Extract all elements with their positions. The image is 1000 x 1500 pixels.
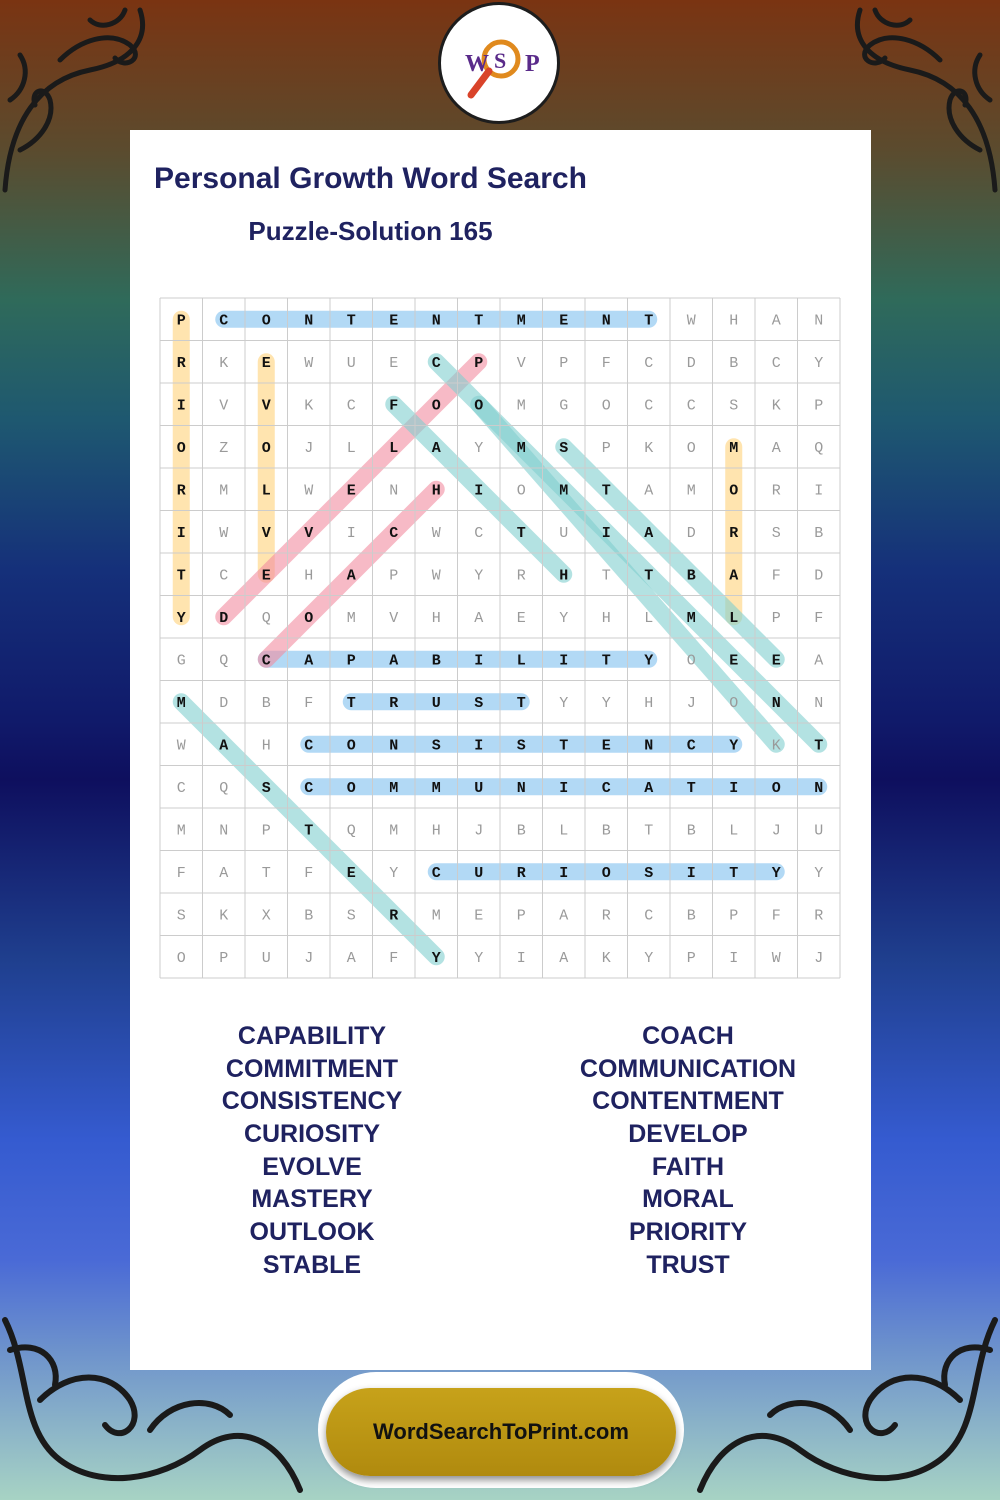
grid-letter: F — [389, 397, 399, 415]
grid-letter: H — [559, 567, 569, 585]
grid-letter: I — [474, 482, 484, 500]
grid-letter: A — [389, 652, 399, 670]
grid-letter: P — [389, 567, 399, 585]
grid-letter: W — [771, 949, 781, 967]
grid-letter: F — [304, 694, 314, 712]
word-list-right — [518, 1020, 858, 1282]
grid-letter: C — [176, 779, 186, 797]
grid-letter: A — [729, 567, 739, 585]
grid-letter: A — [431, 439, 441, 457]
grid-letter: W — [686, 312, 696, 330]
word-list-item: STABLE — [262, 1250, 362, 1279]
grid-letter: A — [771, 439, 781, 457]
grid-letter: G — [559, 397, 569, 415]
grid-letter: M — [516, 312, 526, 330]
grid-letter: E — [261, 354, 271, 372]
grid-letter: Y — [644, 949, 654, 967]
grid-letter: O — [304, 609, 314, 627]
grid-letter: O — [516, 482, 526, 500]
grid-letter: D — [686, 354, 696, 372]
grid-letter: I — [729, 779, 739, 797]
grid-letter: D — [219, 609, 229, 627]
grid-letter: A — [644, 524, 654, 542]
grid-letter: M — [686, 482, 696, 500]
grid-letter: Y — [431, 949, 441, 967]
grid-letter: U — [474, 864, 484, 882]
grid-letter: I — [686, 864, 696, 882]
grid-letter: O — [729, 694, 739, 712]
word-list-item: CONSISTENCY — [221, 1087, 403, 1116]
grid-letter: W — [219, 524, 229, 542]
grid-letter: C — [304, 779, 314, 797]
grid-letter: C — [219, 312, 229, 330]
grid-letter: O — [601, 397, 611, 415]
grid-letter: T — [729, 864, 739, 882]
grid-letter: R — [601, 907, 611, 925]
grid-letter: N — [389, 482, 399, 500]
grid-letter: L — [261, 482, 271, 500]
word-list-item: MORAL — [642, 1185, 734, 1214]
grid-letter: A — [644, 779, 654, 797]
grid-letter: O — [431, 397, 441, 415]
grid-letter: B — [601, 822, 611, 840]
grid-letter: A — [559, 949, 569, 967]
grid-letter: T — [516, 524, 526, 542]
grid-letter: N — [771, 694, 781, 712]
grid-letter: P — [729, 907, 739, 925]
logo-letter-p: P — [525, 51, 540, 77]
grid-letter: A — [771, 312, 781, 330]
grid-letter: A — [474, 609, 484, 627]
grid-letter: R — [771, 482, 781, 500]
grid-letter: I — [559, 652, 569, 670]
grid-letter: V — [261, 524, 271, 542]
grid-letter: J — [304, 949, 314, 967]
grid-letter: U — [814, 822, 824, 840]
grid-letter: M — [516, 439, 526, 457]
grid-letter: H — [431, 822, 441, 840]
grid-letter: M — [686, 609, 696, 627]
grid-letter: W — [304, 482, 314, 500]
grid-letter: Y — [389, 864, 399, 882]
grid-letter: Q — [219, 652, 229, 670]
grid-letter: C — [644, 907, 654, 925]
grid-letter: N — [814, 779, 824, 797]
grid-letter: C — [304, 737, 314, 755]
grid-letter: U — [559, 524, 569, 542]
grid-letter: C — [389, 524, 399, 542]
grid-letter: I — [601, 524, 611, 542]
grid-letter: Y — [474, 439, 484, 457]
grid-letter: I — [346, 524, 356, 542]
grid-letter: E — [771, 652, 781, 670]
grid-letter: Z — [219, 439, 229, 457]
grid-letter: B — [261, 694, 271, 712]
grid-letter: W — [304, 354, 314, 372]
site-link-button[interactable] — [326, 1388, 676, 1476]
grid-letter: O — [176, 439, 186, 457]
grid-letter: M — [219, 482, 229, 500]
word-list-item: COACH — [642, 1022, 734, 1050]
word-list-left — [142, 1020, 482, 1282]
grid-letter: R — [389, 694, 399, 712]
grid-letter: D — [814, 567, 824, 585]
grid-letter: V — [261, 397, 271, 415]
word-list-item: COMMITMENT — [225, 1054, 399, 1083]
grid-letter: A — [559, 907, 569, 925]
grid-letter: T — [346, 694, 356, 712]
grid-letter: N — [389, 737, 399, 755]
grid-letter: O — [261, 439, 271, 457]
grid-letter: T — [346, 312, 356, 330]
word-list-item: OUTLOOK — [249, 1218, 375, 1247]
grid-letter: C — [431, 864, 441, 882]
grid-letter: I — [814, 482, 824, 500]
grid-letter: E — [601, 737, 611, 755]
site-link-label: WordSearchToPrint.com — [373, 1419, 629, 1444]
grid-letter: Y — [474, 567, 484, 585]
grid-letter: Q — [814, 439, 824, 457]
grid-letter: M — [176, 694, 186, 712]
grid-letter: M — [346, 609, 356, 627]
page-title: Personal Growth Word Search — [154, 162, 587, 195]
grid-letter: P — [474, 354, 484, 372]
grid-letter: F — [771, 907, 781, 925]
grid-letter: O — [601, 864, 611, 882]
grid-letter: A — [304, 652, 314, 670]
grid-letter: P — [261, 822, 271, 840]
grid-letter: R — [814, 907, 824, 925]
grid-letter: E — [389, 354, 399, 372]
grid-letter: I — [559, 779, 569, 797]
grid-letter: I — [474, 737, 484, 755]
grid-letter: P — [516, 907, 526, 925]
word-list-item: CURIOSITY — [243, 1120, 381, 1149]
grid-letter: S — [644, 864, 654, 882]
grid-letter: A — [644, 482, 654, 500]
grid-letter: K — [771, 397, 781, 415]
grid-letter: A — [219, 864, 229, 882]
grid-letter: H — [601, 609, 611, 627]
grid-letter: U — [346, 354, 356, 372]
grid-letter: A — [346, 949, 356, 967]
grid-letter: O — [346, 737, 356, 755]
grid-letter: K — [601, 949, 611, 967]
grid-letter: J — [686, 694, 696, 712]
grid-letter: J — [771, 822, 781, 840]
grid-letter: O — [346, 779, 356, 797]
word-list-item: CAPABILITY — [237, 1022, 387, 1050]
grid-letter: S — [431, 737, 441, 755]
grid-letter: O — [261, 312, 271, 330]
grid-letter: N — [814, 312, 824, 330]
grid-letter: I — [176, 397, 186, 415]
grid-letter: W — [431, 524, 441, 542]
grid-letter: M — [389, 779, 399, 797]
grid-letter: I — [729, 949, 739, 967]
grid-letter: C — [644, 354, 654, 372]
word-list-item: MASTERY — [251, 1185, 373, 1214]
grid-letter: O — [686, 652, 696, 670]
grid-letter: T — [304, 822, 314, 840]
grid-letter: C — [219, 567, 229, 585]
grid-letter: D — [686, 524, 696, 542]
grid-letter: H — [261, 737, 271, 755]
grid-letter: B — [686, 567, 696, 585]
grid-letter: U — [474, 779, 484, 797]
logo-letter-w: W — [465, 51, 489, 77]
grid-letter: Q — [261, 609, 271, 627]
grid-letter: U — [431, 694, 441, 712]
grid-letter: I — [559, 864, 569, 882]
grid-letter: C — [771, 354, 781, 372]
grid-letter: T — [261, 864, 271, 882]
grid-letter: C — [644, 397, 654, 415]
grid-letter: D — [219, 694, 229, 712]
grid-letter: P — [219, 949, 229, 967]
grid-letter: P — [176, 312, 186, 330]
grid-letter: N — [431, 312, 441, 330]
grid-letter: Y — [814, 354, 824, 372]
grid-letter: R — [176, 354, 186, 372]
grid-letter: W — [176, 737, 186, 755]
grid-letter: J — [474, 822, 484, 840]
grid-letter: M — [431, 907, 441, 925]
grid-letter: L — [389, 439, 399, 457]
grid-letter: E — [474, 907, 484, 925]
word-list-item: TRUST — [646, 1250, 730, 1279]
word-list-item: DEVELOP — [628, 1120, 748, 1149]
grid-letter: F — [389, 949, 399, 967]
grid-letter: B — [814, 524, 824, 542]
page-subtitle: Puzzle-Solution 165 — [248, 216, 493, 246]
grid-letter: T — [644, 567, 654, 585]
grid-letter: L — [559, 822, 569, 840]
grid-letter: R — [176, 482, 186, 500]
grid-letter: N — [601, 312, 611, 330]
grid-letter: E — [346, 864, 356, 882]
grid-letter: P — [814, 397, 824, 415]
grid-letter: T — [601, 482, 611, 500]
grid-letter: A — [219, 737, 229, 755]
grid-letter: B — [686, 822, 696, 840]
grid-letter: C — [686, 737, 696, 755]
grid-letter: L — [346, 439, 356, 457]
grid-letter: K — [771, 737, 781, 755]
grid-letter: E — [516, 609, 526, 627]
grid-letter: J — [304, 439, 314, 457]
grid-letter: E — [389, 312, 399, 330]
grid-letter: S — [176, 907, 186, 925]
grid-letter: E — [346, 482, 356, 500]
grid-letter: E — [729, 652, 739, 670]
grid-letter: I — [474, 652, 484, 670]
grid-letter: O — [176, 949, 186, 967]
grid-letter: G — [176, 652, 186, 670]
grid-letter: N — [516, 779, 526, 797]
word-list-item: FAITH — [651, 1152, 725, 1181]
grid-letter: L — [516, 652, 526, 670]
logo-letter-s: S — [494, 48, 507, 73]
grid-letter: P — [346, 652, 356, 670]
grid-letter: O — [729, 482, 739, 500]
grid-letter: S — [729, 397, 739, 415]
grid-letter: F — [771, 567, 781, 585]
grid-letter: Y — [176, 609, 186, 627]
grid-letter: T — [474, 312, 484, 330]
grid-letter: F — [601, 354, 611, 372]
grid-letter: M — [516, 397, 526, 415]
grid-letter: N — [644, 737, 654, 755]
grid-letter: S — [559, 439, 569, 457]
grid-letter: Y — [644, 652, 654, 670]
grid-letter: O — [474, 397, 484, 415]
grid-letter: L — [644, 609, 654, 627]
grid-letter: T — [601, 567, 611, 585]
grid-letter: Q — [219, 779, 229, 797]
grid-letter: Y — [771, 864, 781, 882]
grid-letter: V — [219, 397, 229, 415]
grid-letter: I — [516, 949, 526, 967]
grid-letter: C — [474, 524, 484, 542]
grid-letter: N — [814, 694, 824, 712]
grid-letter: C — [431, 354, 441, 372]
grid-letter: A — [346, 567, 356, 585]
grid-letter: K — [219, 907, 229, 925]
grid-letter: F — [814, 609, 824, 627]
word-list-item: CONTENTMENT — [592, 1087, 784, 1116]
grid-letter: L — [729, 609, 739, 627]
grid-letter: R — [516, 567, 526, 585]
grid-letter: Q — [346, 822, 356, 840]
grid-letter: A — [814, 652, 824, 670]
grid-letter: T — [559, 737, 569, 755]
grid-letter: H — [304, 567, 314, 585]
word-list-item: PRIORITY — [628, 1218, 748, 1247]
grid-letter: E — [261, 567, 271, 585]
grid-letter: H — [431, 609, 441, 627]
grid-letter: B — [304, 907, 314, 925]
grid-letter: J — [814, 949, 824, 967]
grid-letter: Y — [474, 949, 484, 967]
grid-letter: M — [176, 822, 186, 840]
grid-letter: S — [474, 694, 484, 712]
grid-letter: W — [431, 567, 441, 585]
grid-letter: M — [559, 482, 569, 500]
grid-letter: P — [559, 354, 569, 372]
grid-letter: H — [729, 312, 739, 330]
grid-letter: E — [559, 312, 569, 330]
grid-letter: V — [304, 524, 314, 542]
grid-letter: N — [219, 822, 229, 840]
grid-letter: B — [431, 652, 441, 670]
grid-letter: K — [644, 439, 654, 457]
grid-letter: S — [261, 779, 271, 797]
grid-letter: M — [431, 779, 441, 797]
grid-letter: Y — [601, 694, 611, 712]
grid-letter: T — [644, 312, 654, 330]
grid-letter: V — [516, 354, 526, 372]
word-list-item: COMMUNICATION — [579, 1054, 797, 1083]
grid-letter: O — [686, 439, 696, 457]
grid-letter: L — [729, 822, 739, 840]
grid-letter: C — [601, 779, 611, 797]
grid-letter: B — [686, 907, 696, 925]
grid-letter: T — [814, 737, 824, 755]
grid-letter: Y — [559, 609, 569, 627]
word-list-item: EVOLVE — [262, 1152, 362, 1181]
grid-letter: B — [729, 354, 739, 372]
grid-letter: T — [516, 694, 526, 712]
grid-letter: P — [771, 609, 781, 627]
grid-letter: T — [601, 652, 611, 670]
grid-letter: F — [176, 864, 186, 882]
grid-letter: C — [261, 652, 271, 670]
grid-letter: K — [219, 354, 229, 372]
grid-letter: O — [771, 779, 781, 797]
grid-letter: H — [644, 694, 654, 712]
grid-letter: R — [729, 524, 739, 542]
grid-letter: C — [686, 397, 696, 415]
grid-letter: V — [389, 609, 399, 627]
grid-letter: I — [176, 524, 186, 542]
grid-letter: M — [729, 439, 739, 457]
grid-letter: F — [304, 864, 314, 882]
grid-letter: P — [686, 949, 696, 967]
grid-letter: U — [261, 949, 271, 967]
grid-letter: T — [686, 779, 696, 797]
grid-letter: B — [516, 822, 526, 840]
grid-letter: Y — [729, 737, 739, 755]
grid-letter: M — [389, 822, 399, 840]
grid-letter: X — [261, 907, 271, 925]
grid-letter: Y — [559, 694, 569, 712]
grid-letter: T — [644, 822, 654, 840]
grid-letter: S — [771, 524, 781, 542]
grid-letter: R — [516, 864, 526, 882]
grid-letter: N — [304, 312, 314, 330]
grid-letter: T — [176, 567, 186, 585]
grid-letter: S — [516, 737, 526, 755]
grid-letter: R — [389, 907, 399, 925]
grid-letter: H — [431, 482, 441, 500]
grid-letter: C — [346, 397, 356, 415]
grid-letter: P — [601, 439, 611, 457]
grid-letter: S — [346, 907, 356, 925]
grid-letter: K — [304, 397, 314, 415]
grid-letter: Y — [814, 864, 824, 882]
